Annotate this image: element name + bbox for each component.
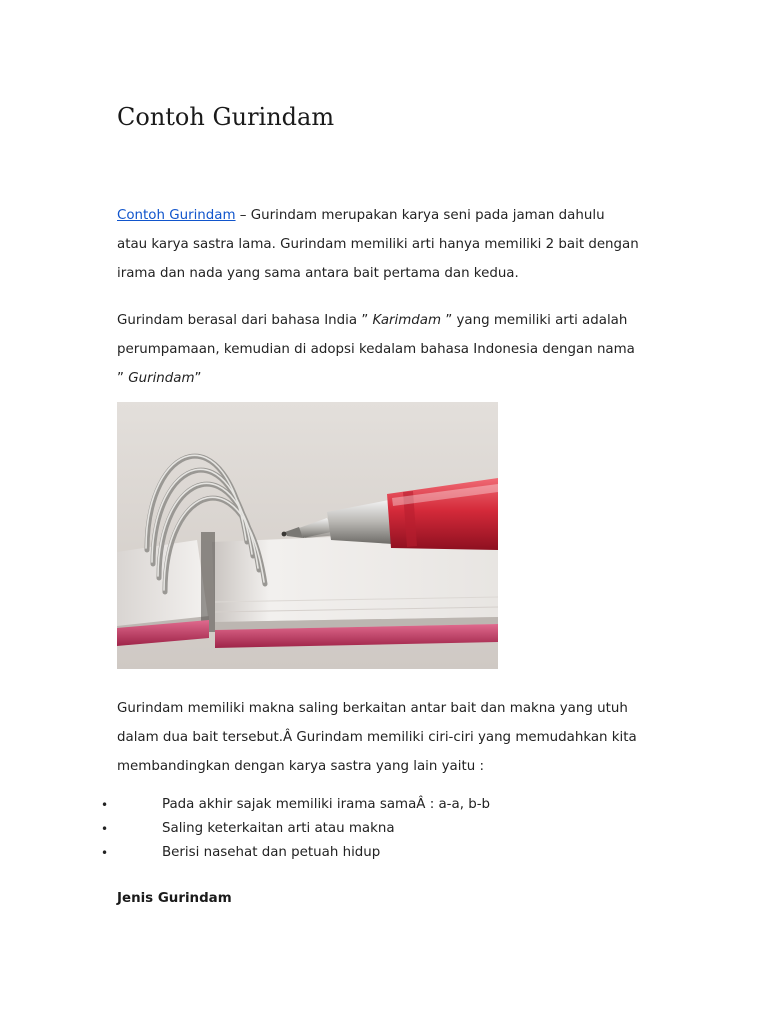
origin-line-1-start: Gurindam berasal dari bahasa India ” (117, 313, 373, 328)
meaning-line-3: membandingkan dengan karya sastra yang lain yaitu : (117, 759, 484, 774)
list-item (0, 817, 768, 841)
bullet-icon: • (101, 846, 109, 860)
intro-line-3: irama dan nada yang sama antara bait pertama dan kedua. (117, 266, 519, 281)
bullet-icon: • (101, 822, 109, 836)
origin-line-1 (117, 306, 657, 335)
intro-line-2: atau karya sastra lama. Gurindam memiliki arti hanya memiliki 2 bait dengan (117, 237, 639, 252)
intro-line-1 (117, 201, 657, 230)
origin-line-3-start: ” (117, 371, 129, 386)
contoh-gurindam-link[interactable]: Contoh Gurindam (117, 208, 236, 223)
intro-paragraph (117, 201, 657, 288)
intro-line-1-text: – Gurindam merupakan karya seni pada jaman dahulu (235, 208, 605, 223)
origin-line-3 (117, 364, 657, 393)
origin-paragraph (117, 306, 657, 393)
meaning-line-1: Gurindam memiliki makna saling berkaitan antar bait dan makna yang utuh (117, 701, 628, 716)
characteristics-list (0, 793, 768, 865)
list-item-text: Berisi nasehat dan petuah hidup (162, 845, 381, 860)
meaning-line-2: dalam dua bait tersebut.Â Gurindam memiliki ciri-ciri yang memudahkan kita (117, 730, 637, 745)
list-item (0, 793, 768, 817)
origin-line-2: perumpamaan, kemudian di adopsi kedalam bahasa Indonesia dengan nama (117, 342, 635, 357)
meaning-paragraph (117, 694, 657, 781)
karimdam-term: Karimdam (372, 313, 442, 328)
notebook-and-pen-photo (117, 402, 498, 669)
origin-line-3-end: ” (194, 371, 202, 386)
notebook-illustration (117, 402, 498, 669)
origin-line-1-end: ” yang memiliki arti adalah (441, 313, 628, 328)
gurindam-term: Gurindam (128, 371, 195, 386)
list-item-text: Saling keterkaitan arti atau makna (162, 821, 395, 836)
list-item (0, 841, 768, 865)
page-title: Contoh Gurindam (117, 103, 335, 131)
bullet-icon: • (101, 798, 109, 812)
list-item-text: Pada akhir sajak memiliki irama samaÂ : a-a, b-b (162, 797, 491, 812)
section-heading: Jenis Gurindam (117, 891, 232, 906)
